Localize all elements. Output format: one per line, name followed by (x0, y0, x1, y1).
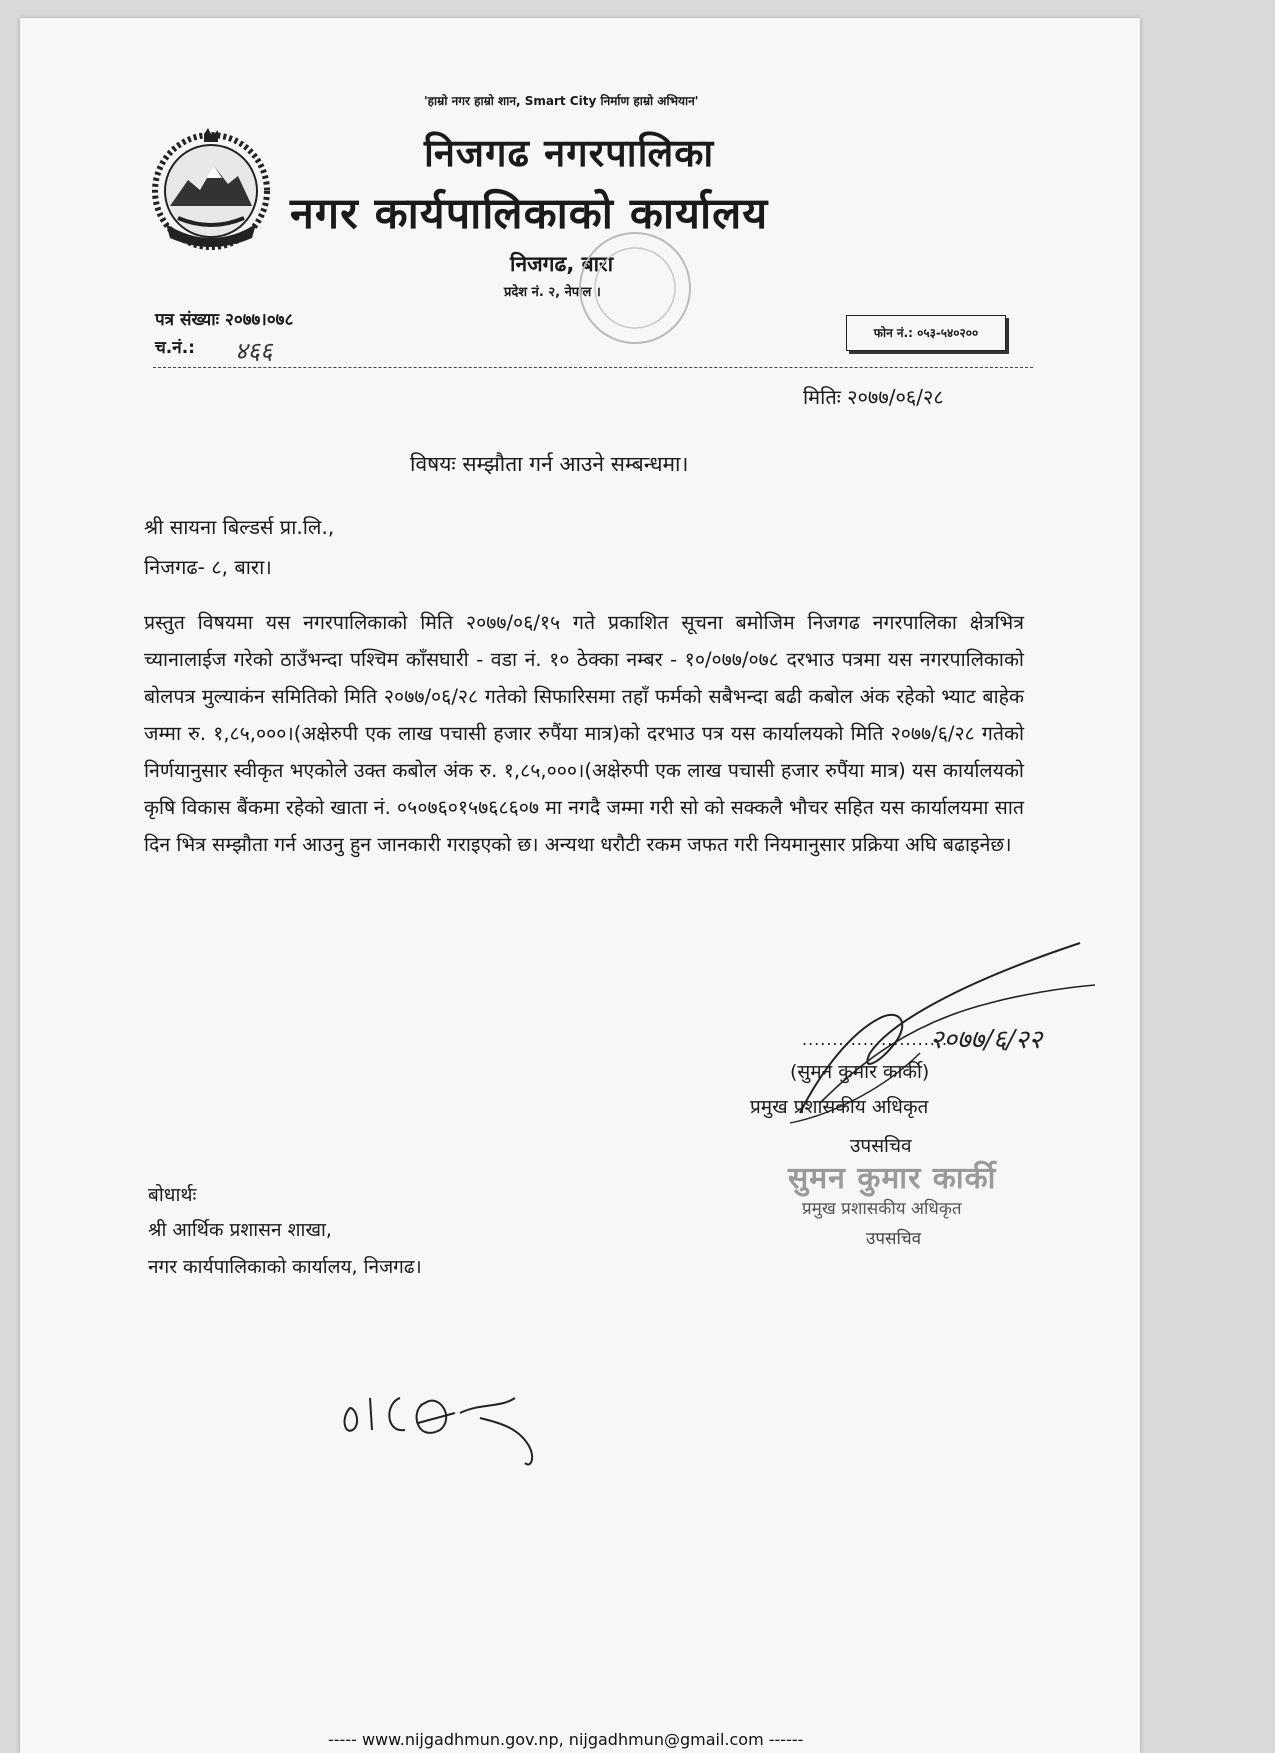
slogan: 'हाम्रो नगर हाम्रो शान, Smart City निर्माण हाम्रो अभियान' (424, 94, 699, 108)
signature-line: ........................ (802, 1030, 949, 1049)
svg-text:२०७७/६/२२: २०७७/६/२२ (930, 1025, 1043, 1055)
signatory-name: (सुमन कुमार कार्की) (790, 1061, 930, 1083)
letter-subject: विषयः सम्झौता गर्न आउने सम्बन्धमा। (410, 452, 689, 476)
cc-line-1: श्री आर्थिक प्रशासन शाखा, (148, 1219, 332, 1241)
letter-page (20, 18, 1140, 1753)
recipient-name: श्री सायना बिल्डर्स प्रा.लि., (144, 515, 335, 539)
stamp-title: प्रमुख प्रशासकीय अधिकृत (802, 1199, 962, 1219)
signatory-title: प्रमुख प्रशासकीय अधिकृत (750, 1096, 929, 1118)
dispatch-number: ४६६ (235, 337, 273, 365)
letter-number: पत्र संख्याः २०७७।०७८ (155, 310, 294, 330)
cc-label: बोधार्थः (148, 1184, 197, 1206)
recipient-address: निजगढ- ८, बारा। (144, 555, 272, 579)
municipality-name: निजगढ नगरपालिका (424, 131, 715, 175)
signatory-rank: उपसचिव (850, 1135, 912, 1157)
stamp-rank: उपसचिव (866, 1229, 922, 1249)
phone-box: फोन नं.: ०५३-५४०२०० (846, 315, 1006, 351)
address-line-1: निजगढ, बारा (510, 252, 614, 276)
dispatch-label: च.नं.: (155, 338, 195, 358)
address-line-2: प्रदेश नं. २, नेपाल । (504, 285, 601, 300)
stamp-name: सुमन कुमार कार्की (788, 1161, 997, 1196)
handwritten-initials (330, 1368, 570, 1478)
footer-contact: ----- www.nijgadhmun.gov.np, nijgadhmun@gmail.com ------ (328, 1730, 804, 1749)
cc-line-2: नगर कार्यपालिकाको कार्यालय, निजगढ। (148, 1256, 422, 1278)
office-name: नगर कार्यपालिकाको कार्यालय (290, 189, 769, 239)
nepal-government-emblem-icon (148, 128, 274, 254)
letter-date: मितिः २०७७/०६/२८ (803, 385, 944, 409)
faint-office-stamp (550, 218, 720, 368)
header-divider (153, 367, 1033, 368)
letter-body: प्रस्तुत विषयमा यस नगरपालिकाको मिति २०७७/०६/१५ गते प्रकाशित सूचना बमोजिम निजगढ नगरपालिका क्षेत्रभित्र च्यानालाईज गरेको ठाउँभन्दा पश्चिम काँसघारी - वडा नं. १० ठेक्का नम्बर - १०/०७७/०७८ दरभाउ पत्रमा यस नगरपालिकाको बोलपत्र मुल्याकंन समितिको मिति २०७७/०६/२८ गतेको सिफारिसमा तहाँ फर्मको सबैभन्दा बढी कबोल अंक रहेको भ्याट बाहेक जम्मा रु. १,८५,०००।(अक्षेरुपी एक लाख पचासी हजार रुपैंया मात्र)को दरभाउ पत्र यस कार्यालयको मिति २०७७/६/२८ गतेको निर्णयानुसार स्वीकृत भएकोले उक्त कबोल अंक रु. १,८५,०००।(अक्षेरुपी एक लाख पचासी हजार रुपैंया मात्र) यस कार्यालयको कृषि विकास बैंकमा रहेको खाता नं. ०५०७६०१५७६८६०७ मा नगदै जम्मा गरी सो को सक्कलै भौचर सहित यस कार्यालयमा सात दिन भित्र सम्झौता गर्न आउनु हुन जानकारी गराइएको छ। अन्यथा धरौटी रकम जफत गरी नियमानुसार प्रक्रिया अघि बढाइनेछ। (144, 611, 1024, 856)
